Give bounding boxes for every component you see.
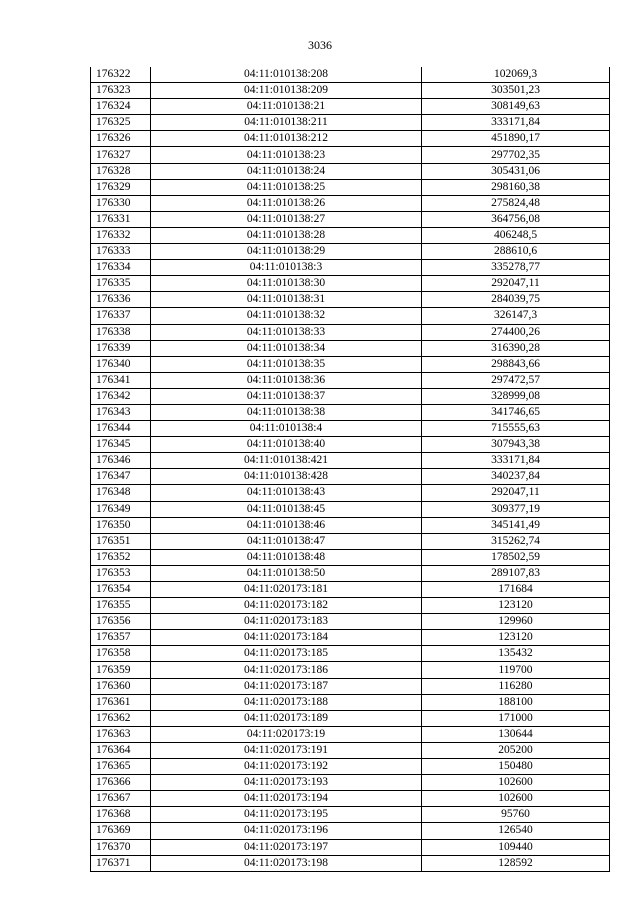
cadastral-value-cell: 171000 bbox=[422, 710, 610, 726]
cadastral-value-cell: 715555,63 bbox=[422, 421, 610, 437]
cadastral-value-cell: 315262,74 bbox=[422, 533, 610, 549]
cadastral-value-cell: 333171,84 bbox=[422, 453, 610, 469]
cadastral-number-cell: 04:11:010138:3 bbox=[151, 260, 422, 276]
row-number-cell: 176326 bbox=[91, 131, 151, 147]
cadastral-value-cell: 316390,28 bbox=[422, 340, 610, 356]
cadastral-value-cell: 130644 bbox=[422, 726, 610, 742]
table-row bbox=[91, 614, 610, 630]
cadastral-number-cell: 04:11:010138:50 bbox=[151, 565, 422, 581]
row-number-cell: 176365 bbox=[91, 759, 151, 775]
row-number-cell: 176327 bbox=[91, 147, 151, 163]
row-number-cell: 176371 bbox=[91, 855, 151, 871]
row-number-cell: 176367 bbox=[91, 791, 151, 807]
table-row bbox=[91, 147, 610, 163]
row-number-cell: 176336 bbox=[91, 292, 151, 308]
row-number-cell: 176350 bbox=[91, 517, 151, 533]
cadastral-value-cell: 123120 bbox=[422, 630, 610, 646]
cadastral-value-cell: 288610,6 bbox=[422, 244, 610, 260]
row-number-cell: 176347 bbox=[91, 469, 151, 485]
cadastral-number-cell: 04:11:020173:194 bbox=[151, 791, 422, 807]
cadastral-value-cell: 274400,26 bbox=[422, 324, 610, 340]
table-row bbox=[91, 372, 610, 388]
row-number-cell: 176369 bbox=[91, 823, 151, 839]
cadastral-number-cell: 04:11:020173:185 bbox=[151, 646, 422, 662]
row-number-cell: 176332 bbox=[91, 227, 151, 243]
cadastral-number-cell: 04:11:010138:48 bbox=[151, 549, 422, 565]
cadastral-number-cell: 04:11:010138:30 bbox=[151, 276, 422, 292]
cadastral-number-cell: 04:11:010138:208 bbox=[151, 67, 422, 83]
table-row bbox=[91, 775, 610, 791]
table-row bbox=[91, 662, 610, 678]
cadastral-number-cell: 04:11:010138:38 bbox=[151, 404, 422, 420]
cadastral-number-cell: 04:11:010138:46 bbox=[151, 517, 422, 533]
cadastral-number-cell: 04:11:010138:33 bbox=[151, 324, 422, 340]
cadastral-number-cell: 04:11:010138:23 bbox=[151, 147, 422, 163]
cadastral-number-cell: 04:11:020173:192 bbox=[151, 759, 422, 775]
cadastral-value-cell: 102600 bbox=[422, 775, 610, 791]
row-number-cell: 176356 bbox=[91, 614, 151, 630]
cadastral-value-cell: 298843,66 bbox=[422, 356, 610, 372]
cadastral-value-cell: 297702,35 bbox=[422, 147, 610, 163]
table-row bbox=[91, 244, 610, 260]
row-number-cell: 176328 bbox=[91, 163, 151, 179]
cadastral-value-cell: 298160,38 bbox=[422, 179, 610, 195]
table-row bbox=[91, 855, 610, 871]
row-number-cell: 176330 bbox=[91, 195, 151, 211]
cadastral-number-cell: 04:11:010138:4 bbox=[151, 421, 422, 437]
table-row bbox=[91, 83, 610, 99]
cadastral-value-cell: 188100 bbox=[422, 694, 610, 710]
cadastral-number-cell: 04:11:010138:35 bbox=[151, 356, 422, 372]
table-row bbox=[91, 710, 610, 726]
table-row bbox=[91, 678, 610, 694]
cadastral-value-cell: 326147,3 bbox=[422, 308, 610, 324]
cadastral-number-cell: 04:11:020173:195 bbox=[151, 807, 422, 823]
cadastral-value-cell: 128592 bbox=[422, 855, 610, 871]
page-number: 3036 bbox=[308, 38, 332, 52]
row-number-cell: 176343 bbox=[91, 404, 151, 420]
cadastral-value-cell: 102600 bbox=[422, 791, 610, 807]
table-row bbox=[91, 195, 610, 211]
cadastral-number-cell: 04:11:010138:45 bbox=[151, 501, 422, 517]
table-row bbox=[91, 533, 610, 549]
row-number-cell: 176345 bbox=[91, 437, 151, 453]
cadastral-value-cell: 340237,84 bbox=[422, 469, 610, 485]
cadastral-value-cell: 335278,77 bbox=[422, 260, 610, 276]
cadastral-number-cell: 04:11:010138:428 bbox=[151, 469, 422, 485]
table-row bbox=[91, 582, 610, 598]
cadastral-value-cell: 109440 bbox=[422, 839, 610, 855]
row-number-cell: 176324 bbox=[91, 99, 151, 115]
table-row bbox=[91, 67, 610, 83]
row-number-cell: 176352 bbox=[91, 549, 151, 565]
cadastral-value-cell: 95760 bbox=[422, 807, 610, 823]
table-row bbox=[91, 211, 610, 227]
table-row bbox=[91, 565, 610, 581]
cadastral-number-cell: 04:11:020173:184 bbox=[151, 630, 422, 646]
cadastral-value-cell: 275824,48 bbox=[422, 195, 610, 211]
row-number-cell: 176349 bbox=[91, 501, 151, 517]
table-row bbox=[91, 356, 610, 372]
cadastral-value-cell: 123120 bbox=[422, 598, 610, 614]
cadastral-value-cell: 135432 bbox=[422, 646, 610, 662]
table-row bbox=[91, 485, 610, 501]
cadastral-number-cell: 04:11:010138:25 bbox=[151, 179, 422, 195]
row-number-cell: 176329 bbox=[91, 179, 151, 195]
table-row bbox=[91, 131, 610, 147]
cadastral-value-cell: 171684 bbox=[422, 582, 610, 598]
cadastral-number-cell: 04:11:020173:189 bbox=[151, 710, 422, 726]
table-row bbox=[91, 823, 610, 839]
cadastral-value-cell: 406248,5 bbox=[422, 227, 610, 243]
row-number-cell: 176348 bbox=[91, 485, 151, 501]
cadastral-number-cell: 04:11:010138:24 bbox=[151, 163, 422, 179]
cadastral-value-cell: 308149,63 bbox=[422, 99, 610, 115]
row-number-cell: 176362 bbox=[91, 710, 151, 726]
table-row bbox=[91, 227, 610, 243]
row-number-cell: 176344 bbox=[91, 421, 151, 437]
table-row bbox=[91, 404, 610, 420]
cadastral-value-cell: 178502,59 bbox=[422, 549, 610, 565]
cadastral-value-cell: 129960 bbox=[422, 614, 610, 630]
row-number-cell: 176337 bbox=[91, 308, 151, 324]
cadastral-number-cell: 04:11:010138:212 bbox=[151, 131, 422, 147]
table-row bbox=[91, 437, 610, 453]
table-row bbox=[91, 469, 610, 485]
cadastral-value-cell: 333171,84 bbox=[422, 115, 610, 131]
cadastral-number-cell: 04:11:010138:27 bbox=[151, 211, 422, 227]
cadastral-value-cell: 328999,08 bbox=[422, 388, 610, 404]
cadastral-value-cell: 297472,57 bbox=[422, 372, 610, 388]
row-number-cell: 176340 bbox=[91, 356, 151, 372]
cadastral-value-cell: 364756,08 bbox=[422, 211, 610, 227]
row-number-cell: 176358 bbox=[91, 646, 151, 662]
table-row bbox=[91, 324, 610, 340]
cadastral-number-cell: 04:11:010138:32 bbox=[151, 308, 422, 324]
cadastral-number-cell: 04:11:020173:193 bbox=[151, 775, 422, 791]
row-number-cell: 176333 bbox=[91, 244, 151, 260]
table-row bbox=[91, 388, 610, 404]
table-row bbox=[91, 501, 610, 517]
table-row bbox=[91, 807, 610, 823]
table-row bbox=[91, 694, 610, 710]
row-number-cell: 176351 bbox=[91, 533, 151, 549]
table-row bbox=[91, 726, 610, 742]
cadastral-value-cell: 102069,3 bbox=[422, 67, 610, 83]
cadastral-number-cell: 04:11:010138:21 bbox=[151, 99, 422, 115]
cadastral-number-cell: 04:11:020173:196 bbox=[151, 823, 422, 839]
row-number-cell: 176322 bbox=[91, 67, 151, 83]
table-row bbox=[91, 179, 610, 195]
row-number-cell: 176325 bbox=[91, 115, 151, 131]
cadastral-value-cell: 116280 bbox=[422, 678, 610, 694]
cadastral-number-cell: 04:11:010138:211 bbox=[151, 115, 422, 131]
table-row bbox=[91, 163, 610, 179]
cadastral-value-cell: 150480 bbox=[422, 759, 610, 775]
cadastral-number-cell: 04:11:010138:29 bbox=[151, 244, 422, 260]
table-body bbox=[91, 67, 610, 871]
row-number-cell: 176338 bbox=[91, 324, 151, 340]
cadastral-value-cell: 309377,19 bbox=[422, 501, 610, 517]
row-number-cell: 176368 bbox=[91, 807, 151, 823]
row-number-cell: 176339 bbox=[91, 340, 151, 356]
table-row bbox=[91, 260, 610, 276]
row-number-cell: 176363 bbox=[91, 726, 151, 742]
cadastral-number-cell: 04:11:010138:34 bbox=[151, 340, 422, 356]
cadastral-value-cell: 126540 bbox=[422, 823, 610, 839]
cadastral-value-cell: 292047,11 bbox=[422, 276, 610, 292]
row-number-cell: 176346 bbox=[91, 453, 151, 469]
cadastral-number-cell: 04:11:010138:209 bbox=[151, 83, 422, 99]
table-row bbox=[91, 759, 610, 775]
table-row bbox=[91, 742, 610, 758]
cadastral-number-cell: 04:11:010138:26 bbox=[151, 195, 422, 211]
cadastral-number-cell: 04:11:020173:19 bbox=[151, 726, 422, 742]
cadastral-number-cell: 04:11:010138:37 bbox=[151, 388, 422, 404]
row-number-cell: 176342 bbox=[91, 388, 151, 404]
cadastral-value-cell: 451890,17 bbox=[422, 131, 610, 147]
table-row bbox=[91, 630, 610, 646]
cadastral-number-cell: 04:11:020173:186 bbox=[151, 662, 422, 678]
cadastral-number-cell: 04:11:020173:187 bbox=[151, 678, 422, 694]
table-row bbox=[91, 276, 610, 292]
cadastral-value-cell: 305431,06 bbox=[422, 163, 610, 179]
table-row bbox=[91, 340, 610, 356]
cadastral-value-cell: 303501,23 bbox=[422, 83, 610, 99]
cadastral-number-cell: 04:11:010138:31 bbox=[151, 292, 422, 308]
table-row bbox=[91, 421, 610, 437]
table-row bbox=[91, 115, 610, 131]
row-number-cell: 176354 bbox=[91, 582, 151, 598]
table-row bbox=[91, 292, 610, 308]
cadastral-number-cell: 04:11:020173:183 bbox=[151, 614, 422, 630]
row-number-cell: 176370 bbox=[91, 839, 151, 855]
table-row bbox=[91, 99, 610, 115]
cadastral-value-table bbox=[90, 67, 610, 872]
cadastral-value-cell: 119700 bbox=[422, 662, 610, 678]
cadastral-number-cell: 04:11:020173:188 bbox=[151, 694, 422, 710]
cadastral-value-cell: 307943,38 bbox=[422, 437, 610, 453]
row-number-cell: 176334 bbox=[91, 260, 151, 276]
table-row bbox=[91, 839, 610, 855]
cadastral-value-cell: 341746,65 bbox=[422, 404, 610, 420]
cadastral-number-cell: 04:11:010138:47 bbox=[151, 533, 422, 549]
row-number-cell: 176323 bbox=[91, 83, 151, 99]
row-number-cell: 176331 bbox=[91, 211, 151, 227]
row-number-cell: 176357 bbox=[91, 630, 151, 646]
table-row bbox=[91, 517, 610, 533]
row-number-cell: 176341 bbox=[91, 372, 151, 388]
row-number-cell: 176355 bbox=[91, 598, 151, 614]
cadastral-value-cell: 284039,75 bbox=[422, 292, 610, 308]
row-number-cell: 176366 bbox=[91, 775, 151, 791]
cadastral-number-cell: 04:11:020173:198 bbox=[151, 855, 422, 871]
table-row bbox=[91, 549, 610, 565]
table-row bbox=[91, 598, 610, 614]
row-number-cell: 176353 bbox=[91, 565, 151, 581]
row-number-cell: 176361 bbox=[91, 694, 151, 710]
table-row bbox=[91, 453, 610, 469]
cadastral-number-cell: 04:11:010138:43 bbox=[151, 485, 422, 501]
cadastral-value-cell: 205200 bbox=[422, 742, 610, 758]
row-number-cell: 176360 bbox=[91, 678, 151, 694]
cadastral-value-cell: 292047,11 bbox=[422, 485, 610, 501]
cadastral-value-cell: 289107,83 bbox=[422, 565, 610, 581]
cadastral-number-cell: 04:11:020173:191 bbox=[151, 742, 422, 758]
table-row bbox=[91, 308, 610, 324]
cadastral-number-cell: 04:11:010138:40 bbox=[151, 437, 422, 453]
table-row bbox=[91, 791, 610, 807]
cadastral-number-cell: 04:11:020173:182 bbox=[151, 598, 422, 614]
cadastral-number-cell: 04:11:020173:197 bbox=[151, 839, 422, 855]
cadastral-number-cell: 04:11:020173:181 bbox=[151, 582, 422, 598]
row-number-cell: 176359 bbox=[91, 662, 151, 678]
table-row bbox=[91, 646, 610, 662]
cadastral-number-cell: 04:11:010138:28 bbox=[151, 227, 422, 243]
row-number-cell: 176335 bbox=[91, 276, 151, 292]
cadastral-number-cell: 04:11:010138:36 bbox=[151, 372, 422, 388]
cadastral-value-cell: 345141,49 bbox=[422, 517, 610, 533]
cadastral-number-cell: 04:11:010138:421 bbox=[151, 453, 422, 469]
row-number-cell: 176364 bbox=[91, 742, 151, 758]
